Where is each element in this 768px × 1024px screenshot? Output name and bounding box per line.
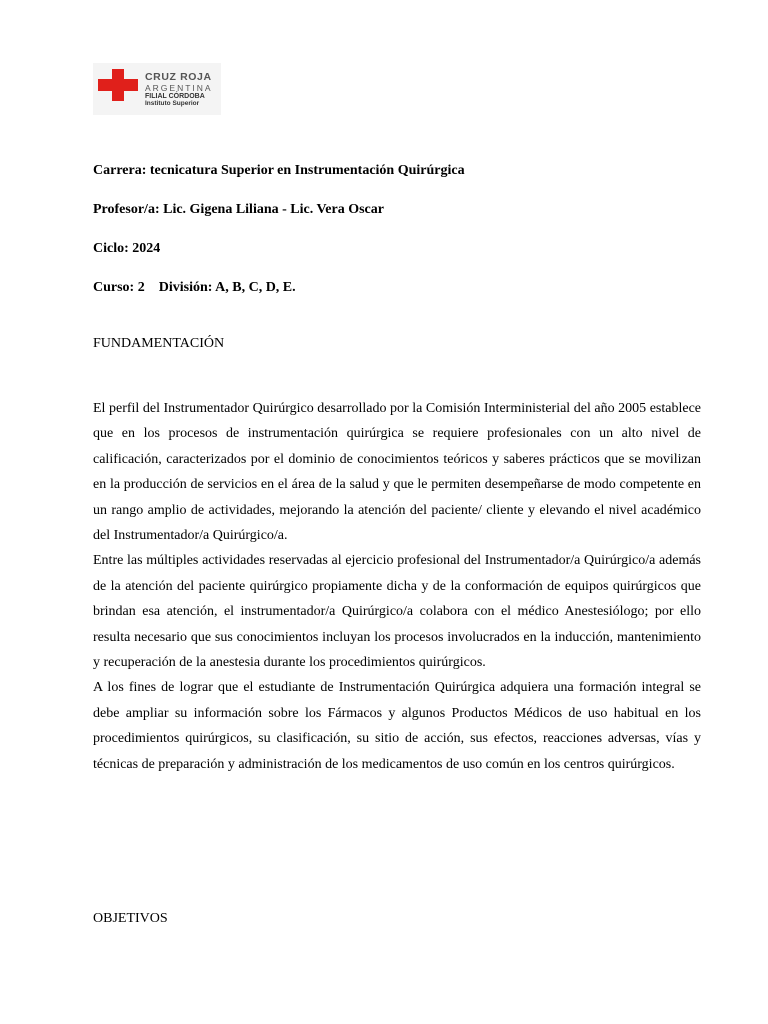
paragraph-1: El perfil del Instrumentador Quirúrgico desarrollado por la Comisión Interministerial del año 2005 establece que en los procesos de instrumentación quirúrgica se requiere profesionales con un alto nivel de calificación, caracterizados por el dominio de conocimientos teóricos y saberes prácticos que se movilizan en la producción de servicios en el área de la salud y que le permiten desempeñarse de modo competente en un rango amplio de actividades, mejorando la atención del paciente/ cliente y elevando el nivel académico del Instrumentador/a Quirúrgico/a.	[93, 401, 701, 544]
curso-text: Curso: 2	[93, 280, 145, 295]
cruz-roja-logo	[93, 63, 221, 115]
curso-division-line	[93, 279, 296, 296]
logo-text	[145, 72, 213, 108]
paragraph-2: Entre las múltiples actividades reservadas al ejercicio profesional del Instrumentador/a Quirúrgico/a además de la atención del paciente quirúrgico propiamente dicha y de la conformación de equipos quirúrgicos que brindan esa atención, el instrumentador/a Quirúrgico/a colabora con el médico Anestesiólogo; por ello resulta necesario que sus conocimientos incluyan los procesos involucrados en la inducción, mantenimiento y recuperación de la anestesia durante los procedimientos quirúrgicos.	[93, 553, 701, 671]
paragraph-3: A los fines de lograr que el estudiante de Instrumentación Quirúrgica adquiera una formación integral se debe ampliar su información sobre los Fármacos y algunos Productos Médicos de uso habitual en los procedimientos quirúrgicos, su clasificación, su sitio de acción, sus efectos, reacciones adversas, vías y técnicas de preparación y administración de los medicamentos de uso común en los centros quirúrgicos.	[93, 680, 701, 772]
carrera-line: Carrera: tecnicatura Superior en Instrumentación Quirúrgica	[93, 163, 465, 178]
logo-line-4: Instituto Superior	[145, 100, 200, 107]
red-cross-icon	[98, 69, 138, 101]
objetivos-heading: OBJETIVOS	[93, 911, 168, 926]
logo-line-2: ARGENTINA	[145, 82, 213, 93]
ciclo-line: Ciclo: 2024	[93, 241, 161, 256]
division-text: División: A, B, C, D, E.	[158, 280, 296, 295]
fundamentacion-heading: FUNDAMENTACIÓN	[93, 336, 225, 351]
logo-line-1: CRUZ ROJA	[145, 71, 212, 83]
profesor-line: Profesor/a: Lic. Gigena Liliana - Lic. Vera Oscar	[93, 202, 384, 217]
logo-line-3: FILIAL CÓRDOBA	[145, 93, 205, 100]
fundamentacion-body	[93, 396, 701, 777]
